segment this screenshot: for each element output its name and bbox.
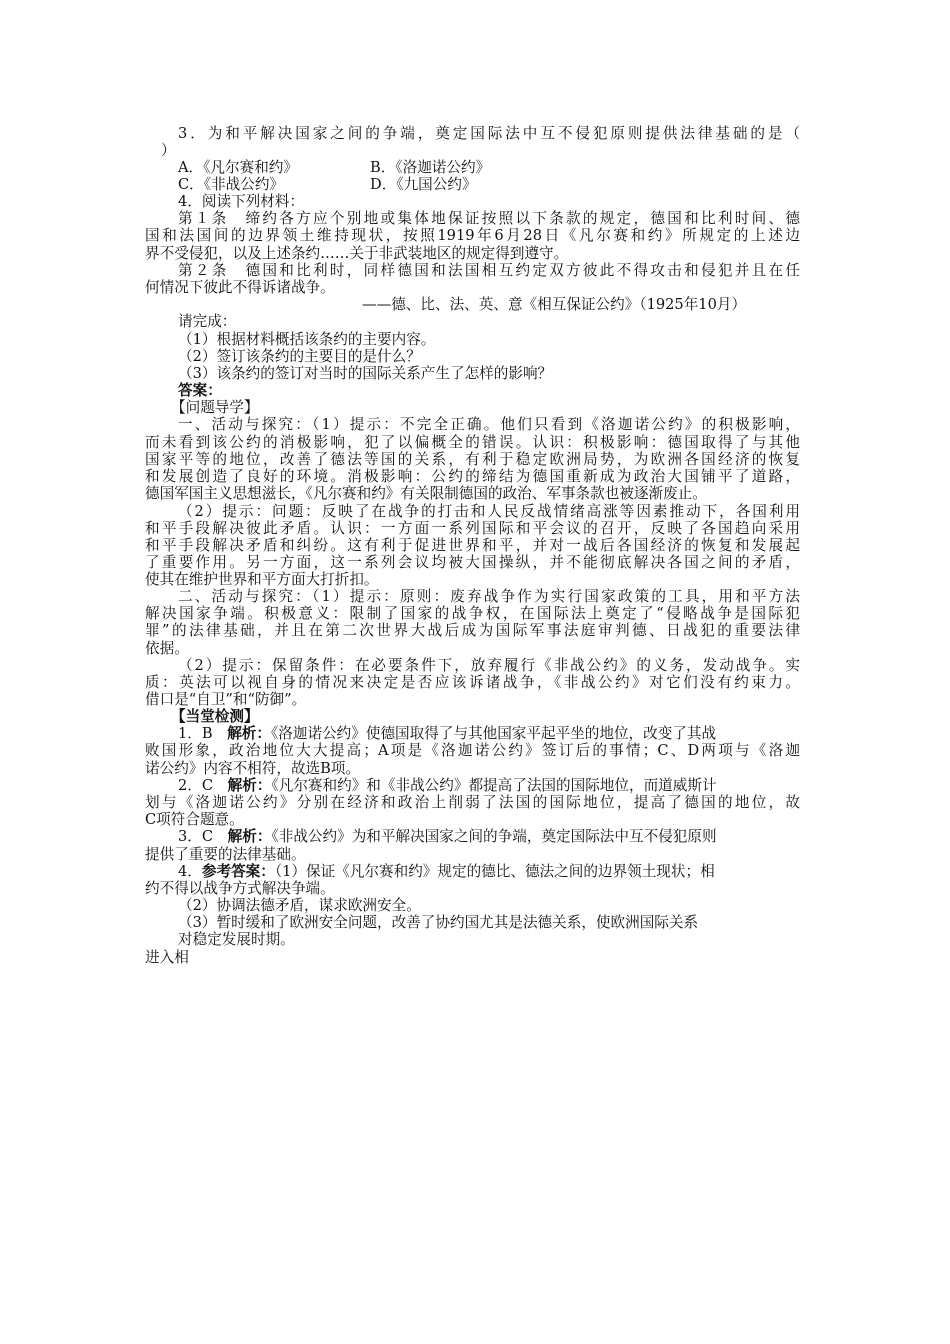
c3-number: 3．C	[178, 828, 228, 845]
q4-article1-line2: 国和法国间的边界领土维持现状，按照1919年6月28日《凡尔赛和约》所规定的上述边	[145, 227, 800, 244]
c4-line5: 对稳定发展时期。	[178, 931, 295, 948]
q4-prompt: 请完成：	[178, 313, 237, 330]
q4-source: ——德、比、法、英、意《相互保证公约》（1925年10月）	[362, 296, 747, 313]
c4-reference-tag: 参考答案：	[201, 863, 275, 880]
c4-text: （1）保证《凡尔赛和约》规定的德比、德法之间的边界领土现状；相	[274, 863, 715, 880]
b2-line1: （2）提示：保留条件：在必要条件下，放弃履行《非战公约》的义务，发动战争。实	[178, 657, 800, 674]
q3-paren-close: ）	[161, 142, 176, 159]
q3-option-c: C．《非战公约》	[178, 176, 285, 193]
c2-text: 《凡尔赛和约》和《非战公约》都提高了法国的国际地位，而道威斯计	[271, 777, 717, 794]
a2-line3: 和平手段解决矛盾和纠纷。这有利于促进世界和平，并对一战后各国经济的恢复和发展起	[145, 537, 800, 554]
q3-option-b: B．《洛迦诺公约》	[370, 159, 491, 176]
c1-number: 1．B	[178, 725, 228, 742]
q4-article2-line2: 何情况下彼此不得诉诸战争。	[145, 279, 335, 296]
b1-line4: 依据。	[145, 640, 189, 657]
c4-line4: （3）暂时缓和了欧洲安全问题，改善了协约国尤其是法德关系，使欧洲国际关系	[178, 914, 699, 931]
q4-sub1: （1）根据材料概括该条约的主要内容。	[178, 331, 436, 348]
c2-line2: 划与《洛迦诺公约》分别在经济和政治上削弱了法国的国际地位，提高了德国的地位，故	[145, 794, 800, 811]
c2-number: 2．C	[178, 777, 228, 794]
b2-line3: 借口是“自卫”和“防御”。	[145, 691, 307, 708]
q4-sub2: （2）签订该条约的主要目的是什么？	[178, 348, 421, 365]
q3-option-d: D．《九国公约》	[370, 176, 477, 193]
a2-line5: 使其在维护世界和平方面大打折扣。	[145, 571, 379, 588]
c2-analysis-tag: 解析：	[227, 777, 272, 794]
b1-line1: 二、活动与探究：（1）提示：原则：废弃战争作为实行国家政策的工具，用和平方法	[178, 588, 800, 605]
b1-line3: 罪”的法律基础，并且在第二次世界大战后成为国际军事法庭审判德、日战犯的重要法律	[145, 622, 800, 639]
section-in-class-test: 【当堂检测】	[171, 708, 259, 725]
c3-analysis-tag: 解析：	[227, 828, 272, 845]
b2-line2: 质：英法可以视自身的情况来决定是否应该诉诸战争，《非战公约》对它们没有约束力。	[145, 674, 800, 691]
q3-option-a: A．《凡尔赛和约》	[178, 159, 298, 176]
c1-line3: 诺公约》内容不相符，故选B项。	[145, 760, 361, 777]
q4-article1-line1: 第１条 缔约各方应个别地或集体地保证按照以下条款的规定，德国和比利时间、德	[178, 210, 800, 227]
b1-line2: 解决国家争端。积极意义：限制了国家的战争权，在国际法上奠定了“侵略战争是国际犯	[145, 605, 800, 622]
c3-text: 《非战公约》为和平解决国家之间的争端，奠定国际法中互不侵犯原则	[271, 828, 717, 845]
c2-line3: C项符合题意。	[145, 811, 244, 828]
a1-line5: 德国军国主义思想滋长，《凡尔赛和约》有关限制德国的政治、军事条款也被逐渐废止。	[145, 485, 707, 502]
section-problem-guide: 【问题导学】	[171, 399, 259, 416]
trailing-fragment: 进入相	[145, 949, 189, 966]
a2-line4: 了重要作用。另一方面，这一系列会议均被大国操纵，并不能彻底解决各国之间的矛盾，	[145, 554, 800, 571]
q4-article2-line1: 第２条 德国和比利时，同样德国和法国相互约定双方彼此不得攻击和侵犯并且在任	[178, 262, 800, 279]
a1-line3: 国家平等的地位，改善了德法等国的关系，有利于稳定欧洲局势，为欧洲各国经济的恢复	[145, 451, 800, 468]
c4-line2: 约不得以战争方式解决争端。	[145, 880, 335, 897]
c1-analysis-tag: 解析：	[227, 725, 271, 742]
c3-line2: 提供了重要的法律基础。	[145, 846, 306, 863]
q3-stem: 3．为和平解决国家之间的争端，奠定国际法中互不侵犯原则提供法律基础的是（	[178, 125, 800, 142]
a2-line2: 和平手段解决彼此矛盾。认识：一方面一系列国际和平会议的召开，反映了各国趋向采用	[145, 520, 800, 537]
answers-heading: 答案：	[178, 382, 222, 399]
c3-line1	[178, 827, 800, 846]
a1-line1: 一、活动与探究：（1）提示：不完全正确。他们只看到《洛迦诺公约》的积极影响，	[178, 416, 800, 433]
a2-line1: （2）提示：问题：反映了在战争的打击和人民反战情绪高涨等因素推动下，各国利用	[178, 503, 800, 520]
q4-intro: 4．阅读下列材料：	[178, 193, 305, 210]
c1-line2: 败国形象，政治地位大大提高；A项是《洛迦诺公约》签订后的事情；C、D两项与《洛迦	[145, 742, 800, 759]
a1-line2: 而未看到该公约的消极影响，犯了以偏概全的错误。认识：积极影响：德国取得了与其他	[145, 434, 800, 451]
c4-number: 4．	[178, 863, 202, 880]
q4-article1-line3: 界不受侵犯，以及上述条约……关于非武装地区的规定得到遵守。	[145, 245, 569, 262]
c4-line3: （2）协调法德矛盾，谋求欧洲安全。	[178, 897, 421, 914]
c1-text: 《洛迦诺公约》使德国取得了与其他国家平起平坐的地位，改变了其战	[271, 725, 717, 742]
q4-sub3: （3）该条约的签订对当时的国际关系产生了怎样的影响？	[178, 365, 553, 382]
a1-line4: 和发展创造了良好的环境。消极影响：公约的缔结为德国重新成为政治大国铺平了道路，	[145, 468, 800, 485]
